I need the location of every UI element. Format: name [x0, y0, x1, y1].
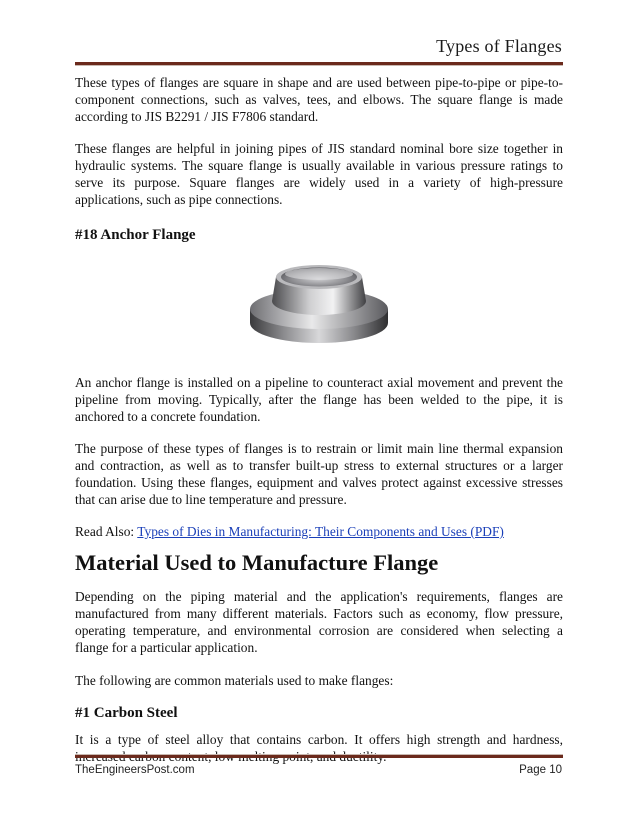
anchor-flange-paragraph-1: An anchor flange is installed on a pipeline to counteract axial movement and prevent the pipeline from moving. Typically, after the flange has been welded to the pipe, it is anchored to a concrete foundation.	[75, 375, 563, 424]
footer-site: TheEngineersPost.com	[75, 764, 195, 776]
read-also-label: Read Also:	[75, 524, 135, 539]
anchor-flange-paragraph-2: The purpose of these types of flanges is to restrain or limit main line thermal expansion and contraction, as well as to transfer built-up stress to external structures or a larger foundation. Using these flanges, equipment and valves protect against excessive stresses that can arise due to line temperature and pressure.	[75, 441, 563, 507]
anchor-flange-heading: #18 Anchor Flange	[75, 227, 196, 243]
read-also-line	[75, 523, 563, 540]
anchor-flange-figure	[75, 257, 563, 347]
square-flange-paragraph-2: These flanges are helpful in joining pipes of JIS standard nominal bore size together in hydraulic systems. The square flange is usually available in various pressure ratings to serve its purpose. Square flanges are widely used in a variety of high-pressure applications, such as pipe connections.	[75, 141, 563, 207]
material-paragraph-1: Depending on the piping material and the application's requirements, flanges are manufactured from many different materials. Factors such as economy, flow pressure, operating temperature, and environmental corrosion are considered when selecting a flange for a particular application.	[75, 589, 563, 655]
carbon-steel-heading: #1 Carbon Steel	[75, 705, 178, 721]
footer-rule	[75, 754, 563, 758]
carbon-steel-paragraph: It is a type of steel alloy that contains carbon. It offers high strength and hardness,	[75, 732, 563, 747]
header-rule	[75, 62, 563, 66]
material-section-heading: Material Used to Manufacture Flange	[75, 550, 439, 575]
anchor-flange-image	[244, 257, 394, 347]
page-header-title: Types of Flanges	[436, 36, 562, 56]
material-paragraph-2: The following are common materials used to make flanges:	[75, 673, 394, 688]
footer-page-number: Page 10	[519, 764, 562, 776]
square-flange-paragraph-1: These types of flanges are square in shape and are used between pipe-to-pipe or pipe-to-component connections, such as valves, tees, and elbows. The square flange is made according to JIS B2291 / JIS F7806 standard.	[75, 75, 563, 124]
read-also-link[interactable]: Types of Dies in Manufacturing: Their Components and Uses (PDF)	[137, 524, 504, 539]
page-content	[75, 74, 563, 765]
